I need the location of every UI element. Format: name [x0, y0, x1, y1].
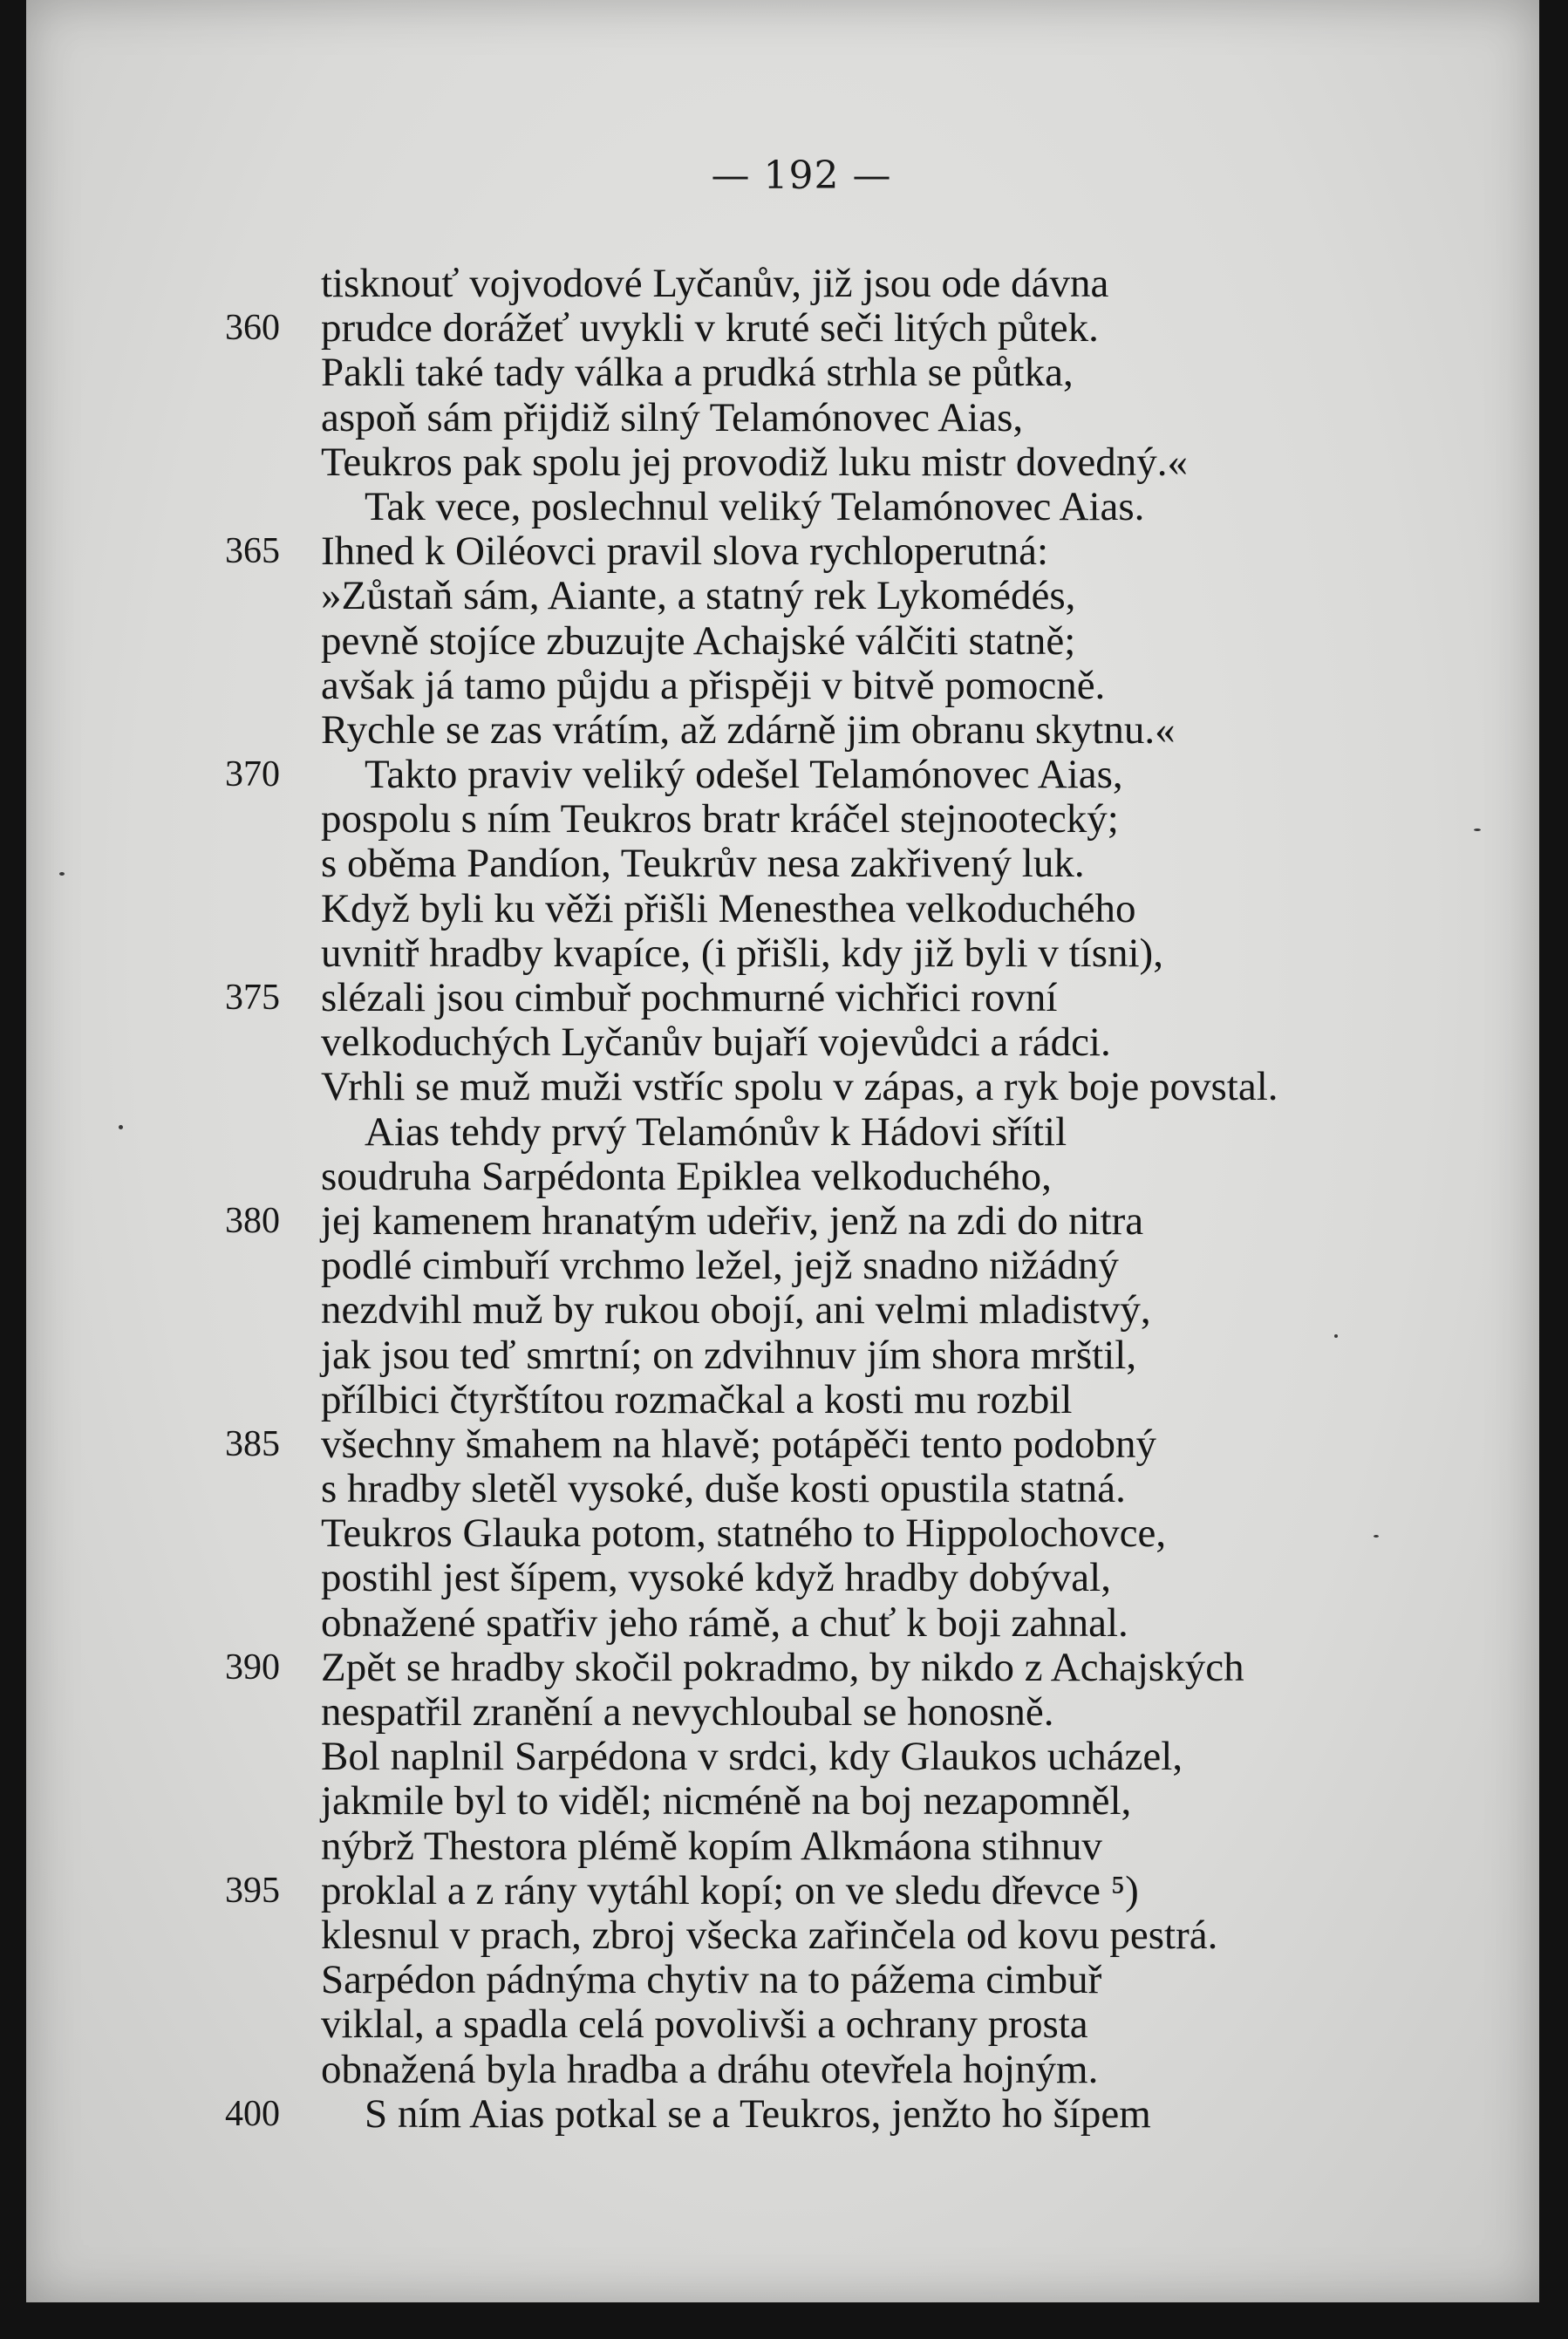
line-text: prudce dorážeť uvykli v kruté seči litých půtek.	[321, 305, 1099, 351]
verse-line	[0, 1288, 1568, 1333]
line-text: Aias tehdy prvý Telamónův k Hádovi sřítil	[365, 1108, 1067, 1155]
verse-line	[0, 485, 1568, 529]
line-text: Teukros pak spolu jej provodiž luku mistr dovedný.«	[321, 439, 1189, 485]
verse-line	[0, 1824, 1568, 1869]
scan-speck	[1474, 829, 1481, 831]
verse-line	[0, 753, 1568, 797]
line-number: 395	[225, 1870, 280, 1911]
verse-line	[0, 1244, 1568, 1288]
verse-block	[0, 262, 1568, 2137]
verse-line	[0, 1155, 1568, 1199]
line-text: nýbrž Thestora plémě kopím Alkmáona stihnuv	[321, 1823, 1102, 1869]
verse-line	[0, 1020, 1568, 1065]
line-text: soudruha Sarpédonta Epiklea velkoduchého,	[321, 1153, 1052, 1199]
scan-speck	[1334, 1334, 1338, 1338]
verse-line	[0, 1467, 1568, 1511]
verse-line	[0, 1378, 1568, 1422]
verse-line	[0, 664, 1568, 708]
line-text: pospolu s ním Teukros bratr kráčel stejnootecký;	[321, 796, 1119, 842]
line-text: Tak vece, poslechnul veliký Telamónovec Aias.	[365, 483, 1145, 529]
line-text: Zpět se hradby skočil pokradmo, by nikdo z Achajských	[321, 1644, 1244, 1690]
line-text: nespatřil zranění a nevychloubal se honosně.	[321, 1689, 1054, 1735]
verse-line	[0, 1065, 1568, 1109]
line-text: »Zůstaň sám, Aiante, a statný rek Lykomédés,	[321, 573, 1076, 619]
verse-line	[0, 1913, 1568, 1958]
verse-line	[0, 396, 1568, 440]
line-text: obnažená byla hradba a dráhu otevřela hojným.	[321, 2046, 1099, 2092]
verse-line	[0, 1333, 1568, 1378]
verse-line	[0, 1556, 1568, 1600]
verse-line	[0, 1422, 1568, 1467]
line-text: proklal a z rány vytáhl kopí; on ve sledu dřevce ⁵)	[321, 1867, 1139, 1913]
verse-line	[0, 1958, 1568, 2002]
verse-line	[0, 931, 1568, 976]
line-text: avšak já tamo půjdu a přispěji v bitvě pomocně.	[321, 662, 1106, 708]
line-text: Sarpédon pádnýma chytiv na to pážema cimbuř	[321, 1957, 1102, 2003]
verse-line	[0, 306, 1568, 351]
scan-speck	[59, 872, 65, 876]
line-text: Bol naplnil Sarpédona v srdci, kdy Glaukos ucházel,	[321, 1734, 1183, 1780]
line-text: velkoduchých Lyčanův bujaří vojevůdci a rádci.	[321, 1019, 1111, 1066]
verse-line	[0, 1869, 1568, 1913]
line-text: Pakli také tady válka a prudká strhla se půtka,	[321, 350, 1074, 396]
verse-line	[0, 842, 1568, 886]
line-number: 385	[225, 1423, 280, 1464]
verse-line	[0, 1779, 1568, 1824]
verse-line	[0, 1735, 1568, 1779]
verse-line	[0, 1646, 1568, 1690]
line-text: S ním Aias potkal se a Teukros, jenžto ho šípem	[365, 2090, 1151, 2137]
line-text: jak jsou teď smrtní; on zdvihnuv jím shora mrštil,	[321, 1332, 1137, 1378]
verse-line	[0, 1690, 1568, 1735]
line-text: pevně stojíce zbuzujte Achajské válčiti statně;	[321, 617, 1076, 664]
line-text: obnažené spatřiv jeho rámě, a chuť k boji zahnal.	[321, 1599, 1128, 1646]
line-number: 365	[225, 531, 280, 572]
line-text: tisknouť vojvodové Lyčanův, již jsou ode dávna	[321, 261, 1109, 306]
line-number: 370	[225, 754, 280, 795]
line-number: 380	[225, 1200, 280, 1241]
line-text: Vrhli se muž muži vstříc spolu v zápas, a ryk boje povstal.	[321, 1064, 1278, 1110]
verse-line	[0, 887, 1568, 931]
line-text: Když byli ku věži přišli Menesthea velkoduchého	[321, 885, 1136, 931]
verse-line	[0, 1110, 1568, 1155]
verse-line	[0, 574, 1568, 618]
verse-line	[0, 440, 1568, 485]
line-text: s oběma Pandíon, Teukrův nesa zakřivený luk.	[321, 841, 1085, 887]
scan-speck	[119, 1125, 123, 1129]
verse-line	[0, 262, 1568, 306]
line-number: 390	[225, 1647, 280, 1688]
verse-line	[0, 2002, 1568, 2047]
line-number: 400	[225, 2093, 280, 2134]
line-number: 360	[225, 308, 280, 349]
line-text: podlé cimbuří vrchmo ležel, jejž snadno nižádný	[321, 1243, 1119, 1289]
line-text: Ihned k Oiléovci pravil slova rychloperutná:	[321, 528, 1048, 575]
verse-line	[0, 1199, 1568, 1244]
line-text: Takto praviv veliký odešel Telamónovec Aias,	[365, 752, 1123, 798]
line-text: klesnul v prach, zbroj všecka zařinčela od kovu pestrá.	[321, 1912, 1218, 1958]
line-text: přílbici čtyrštítou rozmačkal a kosti mu rozbil	[321, 1376, 1073, 1422]
verse-line	[0, 1601, 1568, 1646]
line-text: jakmile byl to viděl; nicméně na boj nezapomněl,	[321, 1778, 1132, 1824]
verse-line	[0, 619, 1568, 664]
line-text: viklal, a spadla celá povolivši a ochrany prosta	[321, 2001, 1088, 2048]
verse-line	[0, 2092, 1568, 2137]
line-text: uvnitř hradby kvapíce, (i přišli, kdy již byli v tísni),	[321, 930, 1163, 976]
verse-line	[0, 351, 1568, 395]
line-text: slézali jsou cimbuř pochmurné vichřici rovní	[321, 975, 1058, 1020]
verse-line	[0, 1511, 1568, 1556]
line-text: Rychle se zas vrátím, až zdárně jim obranu skytnu.«	[321, 706, 1176, 753]
line-text: s hradby sletěl vysoké, duše kosti opustila statná.	[321, 1466, 1126, 1512]
scan-speck	[1374, 1535, 1379, 1538]
verse-line	[0, 529, 1568, 574]
page-number: — 192 —	[711, 153, 892, 198]
line-text: všechny šmahem na hlavě; potápěči tento podobný	[321, 1421, 1157, 1467]
line-text: aspoň sám přijdiž silný Telamónovec Aias,	[321, 394, 1024, 440]
line-text: postihl jest šípem, vysoké když hradby dobýval,	[321, 1555, 1111, 1601]
verse-line	[0, 976, 1568, 1020]
line-text: nezdvihl muž by rukou obojí, ani velmi mladistvý,	[321, 1287, 1151, 1333]
line-text: Teukros Glauka potom, statného to Hippolochovce,	[321, 1510, 1167, 1557]
line-number: 375	[225, 978, 280, 1018]
verse-line	[0, 708, 1568, 753]
line-text: jej kamenem hranatým udeřiv, jenž na zdi do nitra	[321, 1197, 1144, 1244]
verse-line	[0, 2048, 1568, 2092]
verse-line	[0, 797, 1568, 842]
